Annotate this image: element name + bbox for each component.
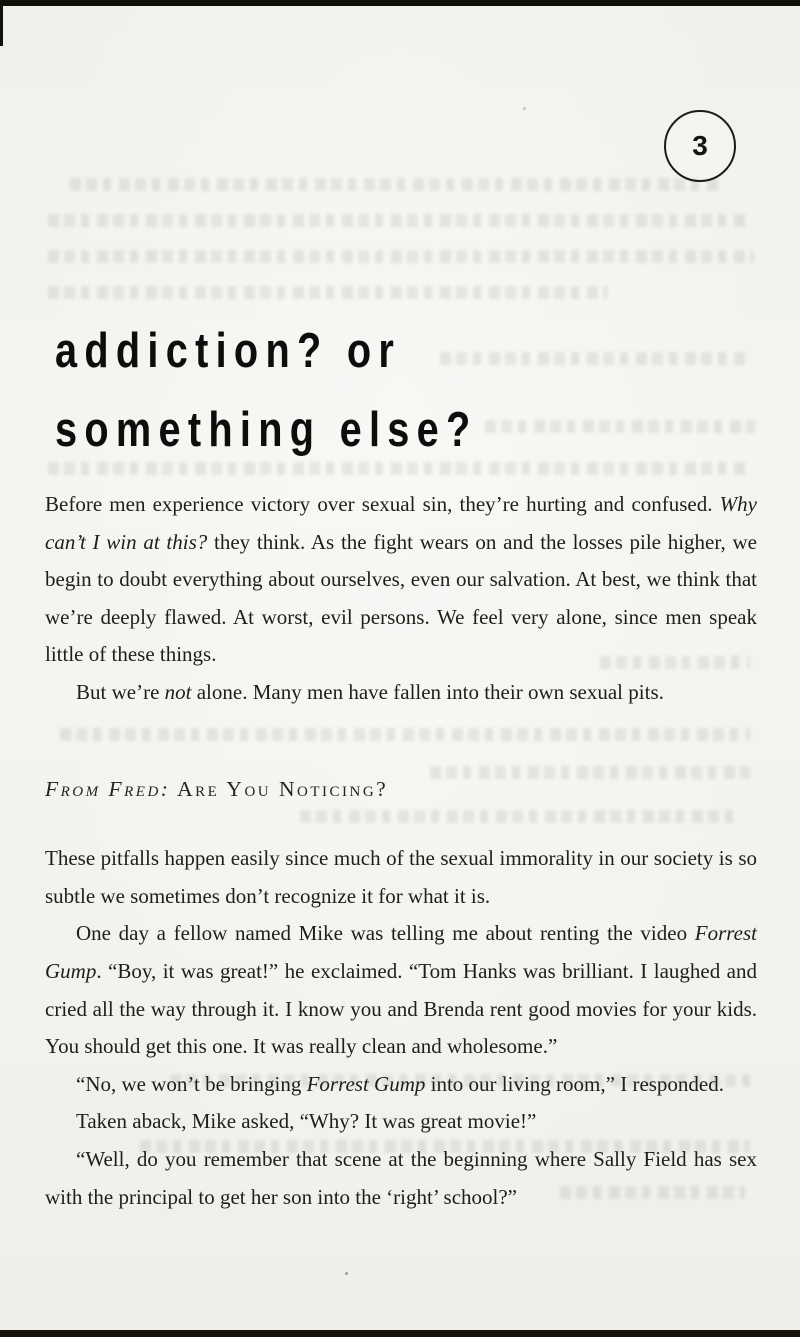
- paragraph: [45, 840, 757, 915]
- italic-text-run: From Fred:: [45, 776, 171, 801]
- paragraph: [45, 1103, 757, 1141]
- scan-edge-top: [0, 0, 800, 6]
- text-run: These pitfalls happen easily since much of the sexual immorality in our society is so subtle we sometimes don’t recognize it for what it is.: [45, 846, 757, 908]
- paragraph: [45, 915, 757, 1065]
- italic-text-run: Forrest Gump: [306, 1071, 426, 1096]
- italic-text-run: not: [164, 679, 192, 704]
- bleedthrough-line: [48, 250, 754, 263]
- chapter-title: [55, 312, 577, 470]
- bleedthrough-line: [48, 214, 748, 227]
- bleedthrough-line: [70, 178, 720, 191]
- paragraph: [45, 1066, 757, 1104]
- paragraph: [45, 486, 757, 674]
- chapter-title-line1: addiction? or: [55, 324, 402, 378]
- text-run: Are You Noticing?: [170, 776, 389, 801]
- scan-edge-left: [0, 0, 3, 46]
- text-run: But we’re: [76, 679, 165, 704]
- italic-text-run: Why can’t I win at this?: [45, 492, 757, 554]
- text-run: . “Boy, it was great!” he exclaimed. “Tom Hanks was brilliant. I laughed and cried all the way through it. I know you and Brenda rent good movies for your kids. You should get this one. It was really clean and wholesome.”: [45, 958, 757, 1059]
- text-run: they think. As the fight wears on and the losses pile higher, we begin to doubt everything about ourselves, even our salvation. At best, we think that we’re deeply flawed. At worst, evil persons. We feel very alone, since men speak little of these things.: [45, 529, 757, 667]
- page-number: 3: [692, 130, 708, 161]
- text-run: “No, we won’t be bringing: [76, 1071, 307, 1096]
- italic-text-run: Forrest Gump: [45, 921, 757, 983]
- text-run: Before men experience victory over sexual sin, they’re hurting and confused.: [45, 492, 720, 516]
- text-run: “Well, do you remember that scene at the beginning where Sally Field has sex with the principal to get her son into the ‘right’ school?”: [45, 1146, 757, 1209]
- section-heading: [45, 771, 757, 809]
- paragraph: [45, 674, 757, 712]
- page-number-badge: [664, 110, 736, 182]
- bleedthrough-line: [48, 286, 608, 299]
- scan-speckle: [345, 1272, 348, 1275]
- text-run: alone. Many men have fallen into their own sexual pits.: [191, 679, 664, 704]
- text-run: Taken aback, Mike asked, “Why? It was great movie!”: [76, 1109, 537, 1134]
- chapter-title-line2: something else?: [55, 403, 478, 457]
- paragraph: [45, 1141, 757, 1216]
- scan-speckle: [523, 107, 526, 110]
- scan-edge-bottom: [0, 1330, 800, 1337]
- body-text: [45, 486, 757, 1216]
- text-run: into our living room,” I responded.: [425, 1071, 725, 1096]
- text-run: One day a fellow named Mike was telling me about renting the video: [76, 921, 695, 946]
